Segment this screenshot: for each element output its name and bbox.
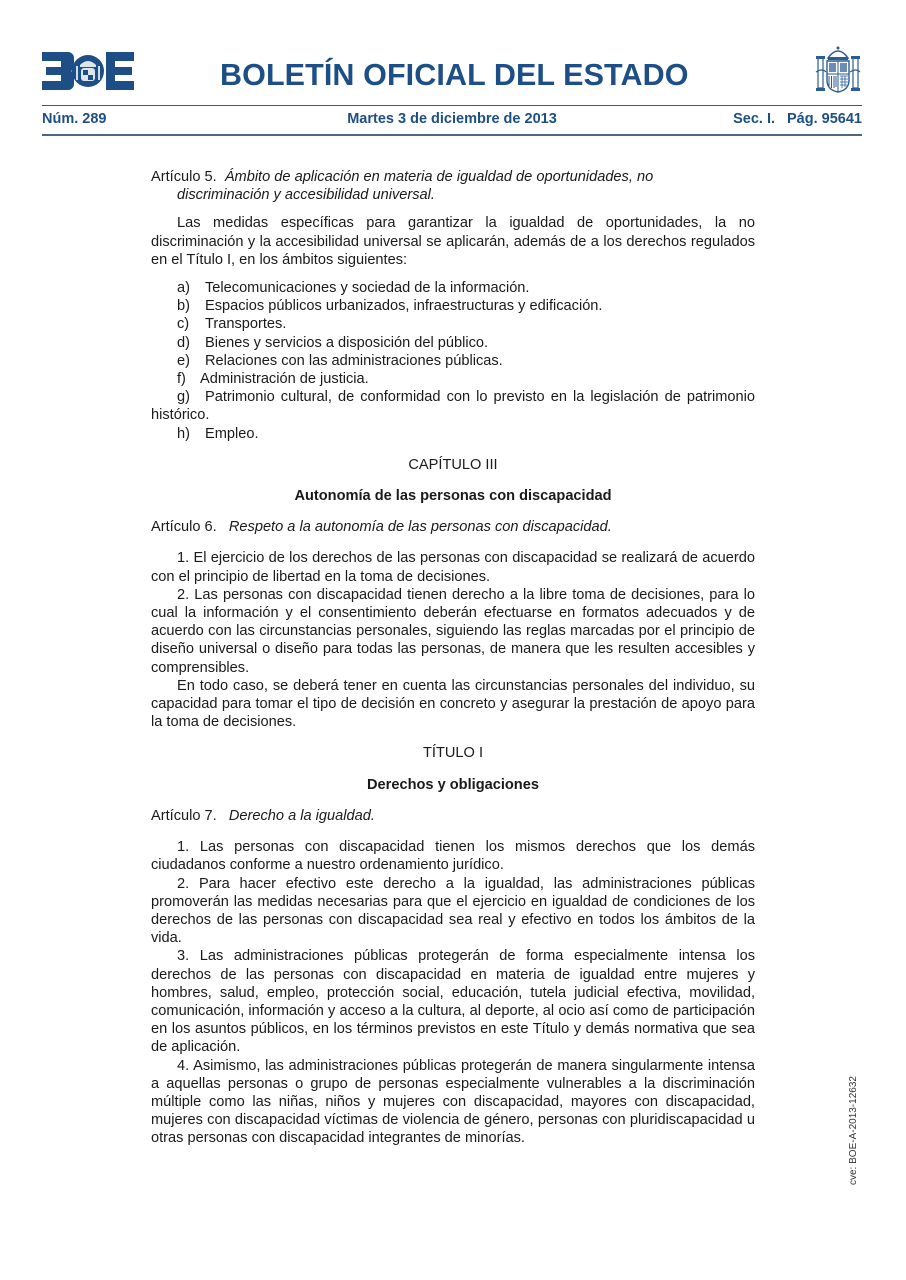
article-label: Artículo 7. [151,807,217,824]
list-item: e) Relaciones con las administraciones públicas. [177,352,503,369]
header-rule-top [42,105,862,106]
title-heading: Derechos y obligaciones [367,776,539,793]
article-label: Artículo 6. [151,519,217,536]
article-6-paragraph-2: 2. Las personas con discapacidad tienen derecho a la libre toma de decisiones, para lo cual la información y el consentimiento deberán efectuarse en formatos adecuados y de acuerdo con las circunstancias personales, siguiendo las reglas marcadas por el principio de diseño universal o diseño para todas las personas, de manera que les resulten accesibles y comprensibles. [151,586,755,676]
list-item: h) Empleo. [177,425,259,442]
issue-date: Martes 3 de diciembre de 2013 [347,111,557,127]
article-7-paragraph-2: 2. Para hacer efectivo este derecho a la igualdad, las administraciones públicas promoverán las medidas necesarias para que el ejercicio en igualdad de condiciones de los derechos de las personas con discapacidad sea real y efectivo en todos los ámbitos de la vida. [151,875,755,947]
title-label: TÍTULO I [423,745,483,762]
list-item: a) Telecomunicaciones y sociedad de la información. [177,280,530,297]
publication-title: BOLETÍN OFICIAL DEL ESTADO [220,58,689,92]
header-rule-bottom [42,134,862,136]
article-5-heading [151,168,755,204]
article-title: Derecho a la igualdad. [228,807,375,824]
list-item: c) Transportes. [177,316,287,333]
boe-logo-icon [42,52,134,90]
chapter-label: CAPÍTULO III [408,456,498,473]
article-7-paragraph-3: 3. Las administraciones públicas protegerán de forma especialmente intensa los derechos de las personas con discapacidad en materia de igualdad entre mujeres y hombres, salud, empleo, protección social, educación, tutela judicial efectiva, movilidad, comunicación, información y acceso a la cultura, al deporte, al ocio así como de participación en los asuntos públicos, en los términos previstos en este Título y demás normativa que sea de aplicación. [151,948,755,1056]
chapter-title: Autonomía de las personas con discapacidad [294,488,612,505]
article-6-heading [151,518,755,536]
section-page-info [733,111,862,127]
list-item: f) Administración de justicia. [177,371,369,388]
scope-list [151,279,755,443]
article-title: Ámbito de aplicación en materia de igualdad de oportunidades, no [224,169,654,185]
article-title: Respeto a la autonomía de las personas con discapacidad. [228,519,612,536]
article-6-paragraph-3: En todo caso, se deberá tener en cuenta las circunstancias personales del individuo, su capacidad para tomar el tipo de decisión en concreto y asegurar la prestación de apoyo para la toma de decisiones. [151,677,755,731]
article-7-heading [151,807,755,825]
page-number: Pág. 95641 [787,111,862,127]
section-label: Sec. I. [733,111,776,127]
article-7-paragraph-4: 4. Asimismo, las administraciones públicas protegerán de manera singularmente intensa a aquellas personas o grupo de personas especialmente vulnerables a la discriminación múltiple como las niñas, niños y mujeres con discapacidad, mayores con discapacidad, mujeres con discapacidad víctimas de violencia de género, personas con pluridiscapacidad u otras personas con discapacidad integrantes de minorías. [151,1057,755,1147]
list-item: d) Bienes y servicios a disposición del público. [177,334,489,351]
article-title-continued: discriminación y accesibilidad universal. [177,187,435,204]
page-header [42,44,862,96]
article-6-paragraph-1: 1. El ejercicio de los derechos de las personas con discapacidad se realizará de acuerdo con el principio de libertad en la toma de decisiones. [151,550,755,585]
list-item: g) Patrimonio cultural, de conformidad con lo previsto en la legislación de patrimonio histórico. [151,389,755,424]
article-7-paragraph-1: 1. Las personas con discapacidad tienen los mismos derechos que los demás ciudadanos conforme a nuestro ordenamiento jurídico. [151,839,755,874]
article-5-intro: Las medidas específicas para garantizar la igualdad de oportunidades, la no discriminación y la accesibilidad universal se aplicarán, además de a los derechos regulados en el Título I, en los ámbitos siguientes: [151,215,755,268]
issue-number: Núm. 289 [42,111,107,127]
spain-coat-of-arms-icon [814,44,862,96]
cve-identifier: cve: BOE-A-2013-12632 [848,1076,859,1185]
article-label: Artículo 5. [151,169,217,185]
list-item: b) Espacios públicos urbanizados, infraestructuras y edificación. [177,298,603,315]
document-body [151,168,755,1148]
issue-info-bar [42,111,862,131]
